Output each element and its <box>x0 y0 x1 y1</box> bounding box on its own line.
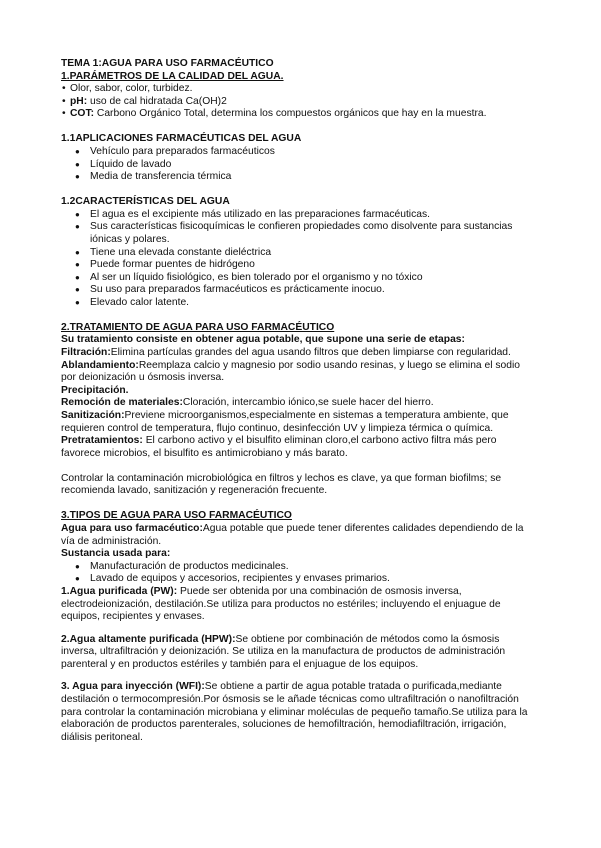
list-item: ● Líquido de lavado <box>90 159 531 172</box>
list-item: ● Al ser un líquido fisiológico, es bien tolerado por el organismo y no tóxico <box>90 272 531 285</box>
treatment-step: Remoción de materiales:Cloración, intercambio iónico,se suele hacer del hierro. <box>61 397 434 409</box>
quality-parameters-list <box>61 83 531 121</box>
water-type: 3. Agua para inyección (WFI):Se obtiene a partir de agua potable tratada o purificada,mediante destilación o termocompresión.Por ósmosis se le añade técnicas como ultrafiltración o nanofiltración para controlar la contaminación microbiana y eliminar moléculas de pequeño tamaño.Se utiliza para la elaboración de productos parenterales, soluciones de hemofiltración, hemodiafiltración, irrigación, diálisis peritoneal. <box>61 681 528 743</box>
applications-list <box>61 146 531 184</box>
treatment-step: Pretratamientos: El carbono activo y el bisulfito eliminan cloro,el carbono activo filtra más pero favorece microbios, el bisulfito es antimicrobiano y más barato. <box>61 435 497 459</box>
section-1-heading: 1.PARÁMETROS DE LA CALIDAD DEL AGUA. <box>61 70 284 82</box>
treatment-intro: Su tratamiento consiste en obtener agua potable, que supone una serie de etapas: <box>61 334 465 346</box>
list-item: ● Vehículo para preparados farmacéuticos <box>90 146 531 159</box>
page-title: TEMA 1:AGUA PARA USO FARMACÉUTICO <box>61 58 274 69</box>
treatment-step: Filtración:Elimina partículas grandes del agua usando filtros que deben limpiarse con regularidad. <box>61 347 511 359</box>
list-item: ● Elevado calor latente. <box>90 297 531 310</box>
treatment-step: Sanitización:Previene microorganismos,especialmente en sistemas a temperatura ambiente, que requieren control de temperatura, flujo continuo, desinfección UV y limpieza térmica o química. <box>61 410 509 434</box>
uses-list <box>61 561 531 586</box>
list-item: • COT: Carbono Orgánico Total, determina los compuestos orgánicos que hay en la muestra. <box>61 108 531 121</box>
used-for-label: Sustancia usada para: <box>61 548 171 560</box>
characteristics-list <box>61 209 531 310</box>
list-item: ● Manufacturación de productos medicinales. <box>90 561 531 574</box>
list-item: • Olor, sabor, color, turbidez. <box>61 83 531 96</box>
list-item: ● Su uso para preparados farmacéuticos es prácticamente inocuo. <box>90 284 531 297</box>
water-definition: Agua para uso farmacéutico:Agua potable que puede tener diferentes calidades dependiendo de la vía de administración. <box>61 522 524 547</box>
treatment-step: Precipitación. <box>61 384 129 396</box>
list-item: ● Puede formar puentes de hidrógeno <box>90 259 531 272</box>
water-type: 1.Agua purificada (PW): Puede ser obtenida por una combinación de osmosis inversa, electrodeionización, destilación.Se utiliza para productos no estériles; incluyendo el enjuague de equipos, recipientes y envases. <box>61 585 501 623</box>
list-item: • pH: uso de cal hidratada Ca(OH)2 <box>61 96 531 109</box>
section-1-1-heading: 1.1APLICACIONES FARMACÉUTICAS DEL AGUA <box>61 133 302 145</box>
section-1-2-heading: 1.2CARACTERÍSTICAS DEL AGUA <box>61 196 230 208</box>
list-item: ● Sus características fisicoquímicas le confieren propiedades como disolvente para sustancias iónicas y polares. <box>90 221 531 246</box>
document-page <box>61 58 531 744</box>
treatment-step: Ablandamiento:Reemplaza calcio y magnesio por sodio usando resinas, y luego se elimina el sodio por deionización u ósmosis inversa. <box>61 359 521 384</box>
water-type: 2.Agua altamente purificada (HPW):Se obtiene por combinación de métodos como la ósmosis inversa, ultrafiltración y deionización. Se utiliza en la manufactura de productos de administración parenteral y en productos estériles y también para el enjuague de los equipos. <box>61 633 506 670</box>
section-3-heading: 3.TIPOS DE AGUA PARA USO FARMACÉUTICO <box>61 510 292 522</box>
list-item: ● El agua es el excipiente más utilizado en las preparaciones farmacéuticas. <box>90 209 531 222</box>
list-item: ● Lavado de equipos y accesorios, recipientes y envases primarios. <box>90 573 531 586</box>
list-item: ● Tiene una elevada constante dieléctrica <box>90 247 531 260</box>
treatment-note: Controlar la contaminación microbiológica en filtros y lechos es clave, ya que forman biofilms; se recomienda lavado, sanitización y regeneración frecuente. <box>61 472 502 497</box>
list-item: ● Media de transferencia térmica <box>90 171 531 184</box>
section-2-heading: 2.TRATAMIENTO DE AGUA PARA USO FARMACÉUTICO <box>61 321 335 333</box>
